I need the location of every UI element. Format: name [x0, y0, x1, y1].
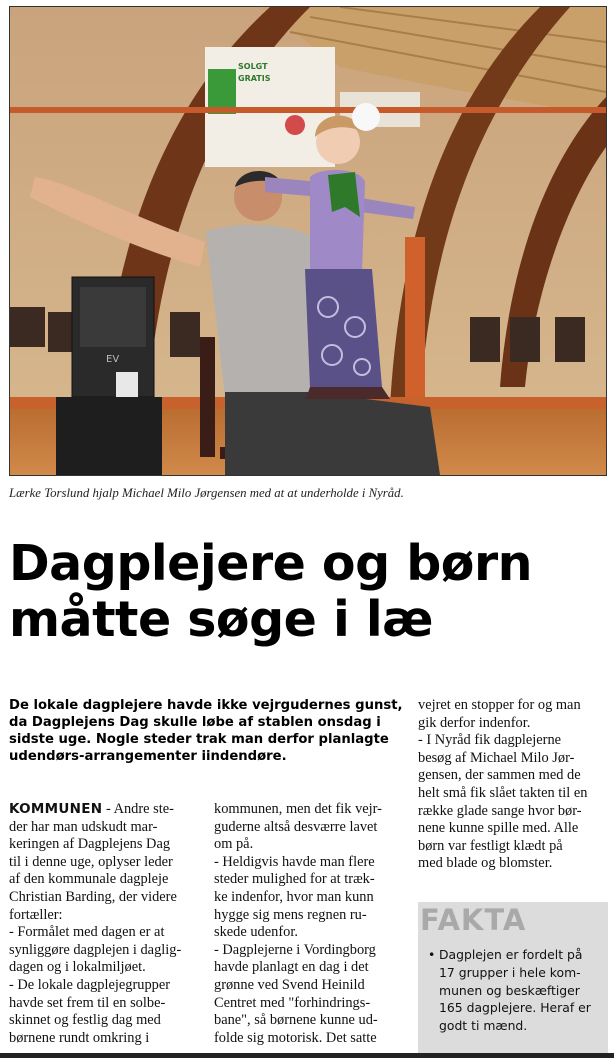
body-line: gik derfor indenfor. [418, 714, 531, 731]
lead-line: udendørs-arrangementer iindendøre. [9, 749, 287, 764]
photo-caption: Lærke Torslund hjalp Michael Milo Jørgensen med at at underholde i Nyråd. [9, 486, 404, 500]
fact-box [418, 902, 608, 1058]
headline-line: Dagplejere og børn [9, 535, 532, 592]
body-line: ke indenfor, hvor man kunn [214, 888, 374, 905]
body-line: helt små fik slået takten til en [418, 784, 588, 801]
body-line: børn var festligt klædt på [418, 837, 563, 854]
fact-line: munen og beskæftiger [439, 982, 580, 998]
body-line: besøg af Michael Milo Jør- [418, 749, 575, 766]
body-line: skede udenfor. [214, 924, 298, 941]
body-line: grønne ved Svend Heinild [214, 976, 365, 993]
body-line: bane", så børnene kunne ud- [214, 1012, 378, 1029]
body-line: havde set frem til en solbe- [9, 994, 166, 1011]
article-column-2 [214, 801, 400, 1047]
article-headline [9, 536, 609, 648]
body-line: guderne altså desværre lavet [214, 818, 378, 835]
lead-line: sidste uge. Nogle steder trak man derfor planlagte [9, 732, 389, 747]
body-line: havde planlagt en dag i det [214, 959, 369, 976]
fact-line: godt ti mænd. [439, 1018, 528, 1034]
fact-line: Dagplejen er fordelt på [439, 947, 583, 962]
body-text: - Andre ste- [102, 801, 174, 817]
body-line: børnene rundt omkring i [9, 1029, 150, 1046]
body-line: steder mulighed for at træk- [214, 871, 375, 888]
photo-speaker-logo: EV [106, 354, 120, 365]
body-line: til i denne uge, oplyser leder [9, 853, 173, 870]
body-line: - I Nyråd fik dagplejerne [418, 732, 562, 749]
article-lead [9, 697, 407, 765]
bottom-rule [0, 1053, 614, 1058]
body-line: nene kunne spille med. Alle [418, 820, 579, 837]
body-line: skinnet og festlig dag med [9, 1012, 161, 1029]
photo-sign-text: SOLGT [238, 62, 268, 71]
body-line: af den kommunale dagpleje [9, 871, 169, 888]
bullet-icon: • [428, 947, 436, 962]
body-line: med blade og blomster. [418, 855, 553, 872]
article-photo [9, 6, 607, 476]
body-line [9, 801, 199, 819]
body-line: kommunen, men det fik vejr- [214, 801, 382, 817]
body-line: - Dagplejerne i Vordingborg [214, 941, 376, 958]
body-line: fortæller: [9, 906, 63, 923]
article-column-3 [418, 697, 606, 873]
body-line: hygge sig mens regnen ru- [214, 906, 367, 923]
photo-sign-text: GRATIS [238, 74, 271, 83]
body-line: Christian Barding, der videre [9, 888, 177, 905]
body-line: række glade sange hvor bør- [418, 802, 582, 819]
body-line: om på. [214, 836, 254, 853]
lead-line: da Dagplejens Dag skulle løbe af stablen onsdag i [9, 715, 381, 730]
lead-line: De lokale dagplejere havde ikke vejrgudernes gunst, [9, 698, 403, 713]
headline-line: måtte søge i læ [9, 591, 433, 648]
body-line: dagen og i lokalmiljøet. [9, 959, 146, 976]
fact-line: 165 dagplejere. Heraf er [439, 1000, 591, 1016]
body-line: synliggøre dagplejen i daglig- [9, 941, 182, 958]
body-line: der har man udskudt mar- [9, 818, 158, 835]
fact-line: 17 grupper i hele kom- [439, 964, 581, 980]
body-line: gensen, der sammen med de [418, 767, 581, 784]
dateline-keyword: KOMMUNEN [9, 801, 103, 817]
body-line: Centret med "forhindrings- [214, 994, 371, 1011]
body-line: - De lokale dagplejegrupper [9, 976, 171, 993]
article-column-1 [9, 801, 199, 1047]
body-line: folde sig motorisk. Det satte [214, 1029, 377, 1046]
body-line: - Heldigvis havde man flere [214, 853, 375, 870]
fact-box-title: FAKTA [420, 903, 527, 937]
body-line: keringen af Dagplejens Dag [9, 836, 171, 853]
body-line: - Formålet med dagen er at [9, 924, 165, 941]
fact-box-body [428, 946, 604, 1035]
body-line: vejret en stopper for og man [418, 697, 581, 713]
